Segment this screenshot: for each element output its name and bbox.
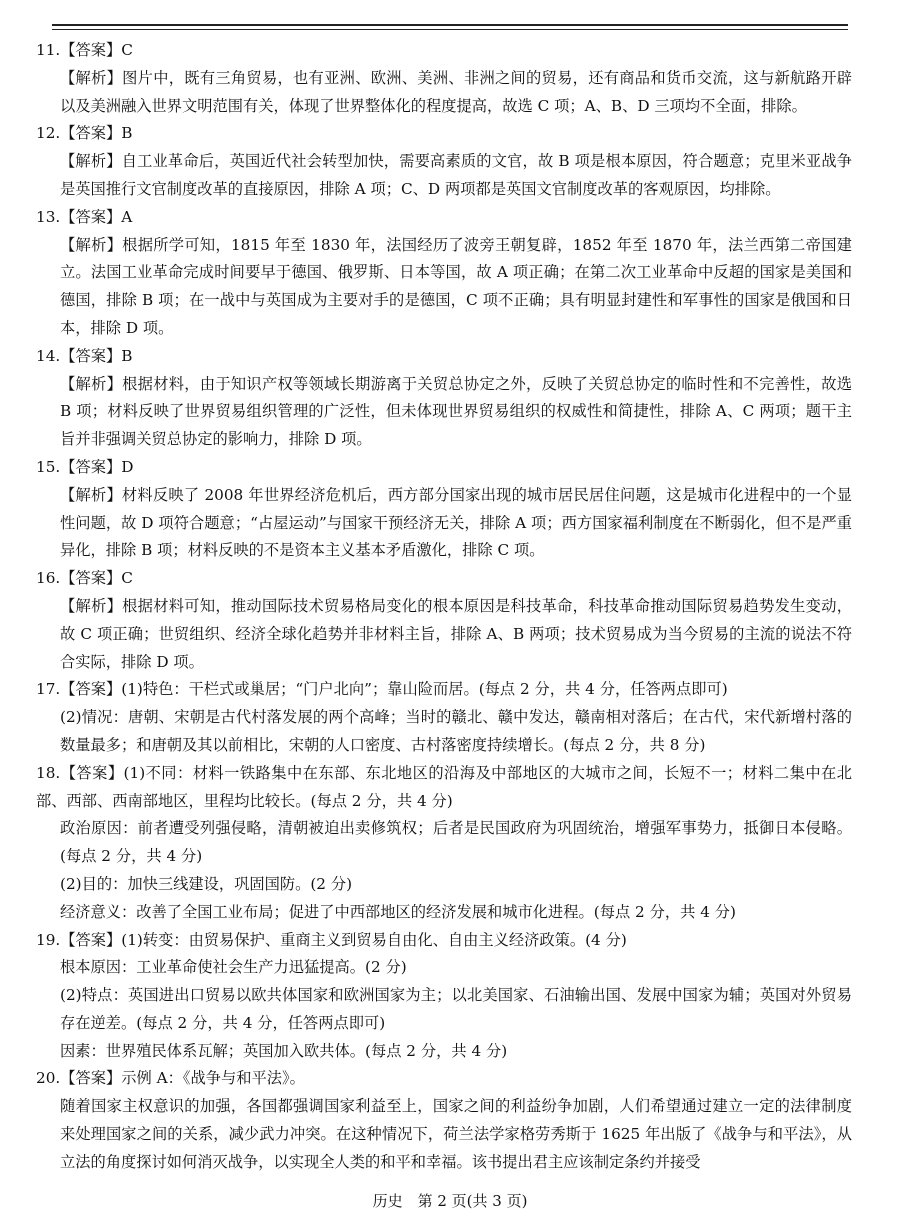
header-rule-thin — [52, 29, 848, 30]
answer-19-root-cause: 根本原因：工业革命使社会生产力迅猛提高。(2 分) — [60, 958, 407, 977]
answer-17-part2: (2)情况：唐朝、宋朝是古代村落发展的两个高峰；当时的赣北、赣中发达，赣南相对落后；在古代，宋代新增村落的数量最多；和唐朝及其以前相比，宋朝的人口密度、古村落密度持续增长。(每点 2 分，共 8 分) — [60, 708, 852, 754]
page-footer: 历史 第 2 页(共 3 页) — [372, 1192, 528, 1210]
question-answer-13: 13.【答案】A — [36, 207, 133, 226]
question-answer-16: 16.【答案】C — [36, 569, 133, 588]
answer-19-factors: 因素：世界殖民体系瓦解；英国加入欧共体。(每点 2 分，共 4 分) — [60, 1041, 508, 1060]
answer-19-part2-features: (2)特点：英国进出口贸易以欧共体国家和欧洲国家为主；以北美国家、石油输出国、发展中国家为辅；英国对外贸易存在逆差。(每点 2 分，共 4 分，任答两点即可) — [60, 986, 852, 1032]
question-answer-19-part1: 19.【答案】(1)转变：由贸易保护、重商主义到贸易自由化、自由主义经济政策。(4 分) — [36, 930, 627, 949]
answer-18-economic-significance: 经济意义：改善了全国工业布局；促进了中西部地区的经济发展和城市化进程。(每点 2 分，共 4 分) — [60, 902, 736, 921]
question-answer-12: 12.【答案】B — [36, 124, 133, 143]
analysis-15: 【解析】材料反映了 2008 年世界经济危机后，西方部分国家出现的城市居民居住问题，这是城市化进程中的一个显性问题，故 D 项符合题意；“占屋运动”与国家干预经济无关，排除 A 项；西方国家福利制度在不断弱化，但不是严重异化，排除 B 项；材料反映的不是资本主义基本矛盾激化，排除 C 项。 — [60, 485, 852, 560]
analysis-16: 【解析】根据材料可知，推动国际技术贸易格局变化的根本原因是科技革命，科技革命推动国际贸易趋势发生变动，故 C 项正确；世贸组织、经济全球化趋势并非材料主旨，排除 A、B 两项；技术贸易成为当今贸易的主流的说法不符合实际，排除 D 项。 — [60, 596, 852, 671]
question-answer-14: 14.【答案】B — [36, 346, 133, 365]
answer-18-political-reason: 政治原因：前者遭受列强侵略，清朝被迫出卖修筑权；后者是民国政府为巩固统治，增强军事势力，抵御日本侵略。(每点 2 分，共 4 分) — [60, 819, 852, 866]
header-rule-thick — [52, 24, 848, 26]
question-answer-11: 11.【答案】C — [36, 41, 133, 59]
question-answer-17-part1: 17.【答案】(1)特色：干栏式或巢居；“门户北向”；靠山险而居。(每点 2 分，共 4 分，任答两点即可) — [36, 680, 728, 699]
answer-content — [36, 37, 852, 1177]
analysis-12: 【解析】自工业革命后，英国近代社会转型加快，需要高素质的文官，故 B 项是根本原因，符合题意；克里米亚战争是英国推行文官制度改革的直接原因，排除 A 项；C、D 两项都是英国文官制度改革的客观原因，均排除。 — [60, 152, 852, 198]
analysis-11: 【解析】图片中，既有三角贸易，也有亚洲、欧洲、美洲、非洲之间的贸易，还有商品和货币交流，这与新航路开辟以及美洲融入世界文明范围有关，体现了世界整体化的程度提高，故选 C 项；A、B、D 三项均不全面，排除。 — [60, 68, 852, 115]
question-answer-20: 20.【答案】示例 A：《战争与和平法》。 — [36, 1069, 305, 1088]
question-answer-15: 15.【答案】D — [36, 457, 134, 476]
analysis-14: 【解析】根据材料，由于知识产权等领域长期游离于关贸总协定之外，反映了关贸总协定的临时性和不完善性，故选 B 项；材料反映了世界贸易组织管理的广泛性，但未体现世界贸易组织的权威性和简捷性，排除 A、C 两项；题干主旨并非强调关贸总协定的影响力，排除 D 项。 — [60, 374, 852, 449]
analysis-13: 【解析】根据所学可知，1815 年至 1830 年，法国经历了波旁王朝复辟，1852 年至 1870 年，法兰西第二帝国建立。法国工业革命完成时间要早于德国、俄罗斯、日本等国，故 A 项正确；在第二次工业革命中反超的国家是美国和德国，排除 B 项；在一战中与英国成为主要对手的是德国，C 项不正确；具有明显封建性和军事性的国家是俄国和日本，排除 D 项。 — [60, 235, 852, 337]
answer-18-part2-purpose: (2)目的：加快三线建设，巩固国防。(2 分) — [60, 874, 353, 893]
question-answer-18-part1: 18.【答案】(1)不同：材料一铁路集中在东部、东北地区的沿海及中部地区的大城市之间，长短不一；材料二集中在北部、西部、西南部地区，里程均比较长。(每点 2 分，共 4 分) — [36, 763, 852, 810]
answer-20-body: 随着国家主权意识的加强，各国都强调国家利益至上，国家之间的利益纷争加剧，人们希望通过建立一定的法律制度来处理国家之间的关系，减少武力冲突。在这种情况下，荷兰法学家格劳秀斯于 1625 年出版了《战争与和平法》，从立法的角度探讨如何消灭战争，以实现全人类的和平和幸福。该书提出君主应该制定条约并接受 — [60, 1097, 852, 1171]
